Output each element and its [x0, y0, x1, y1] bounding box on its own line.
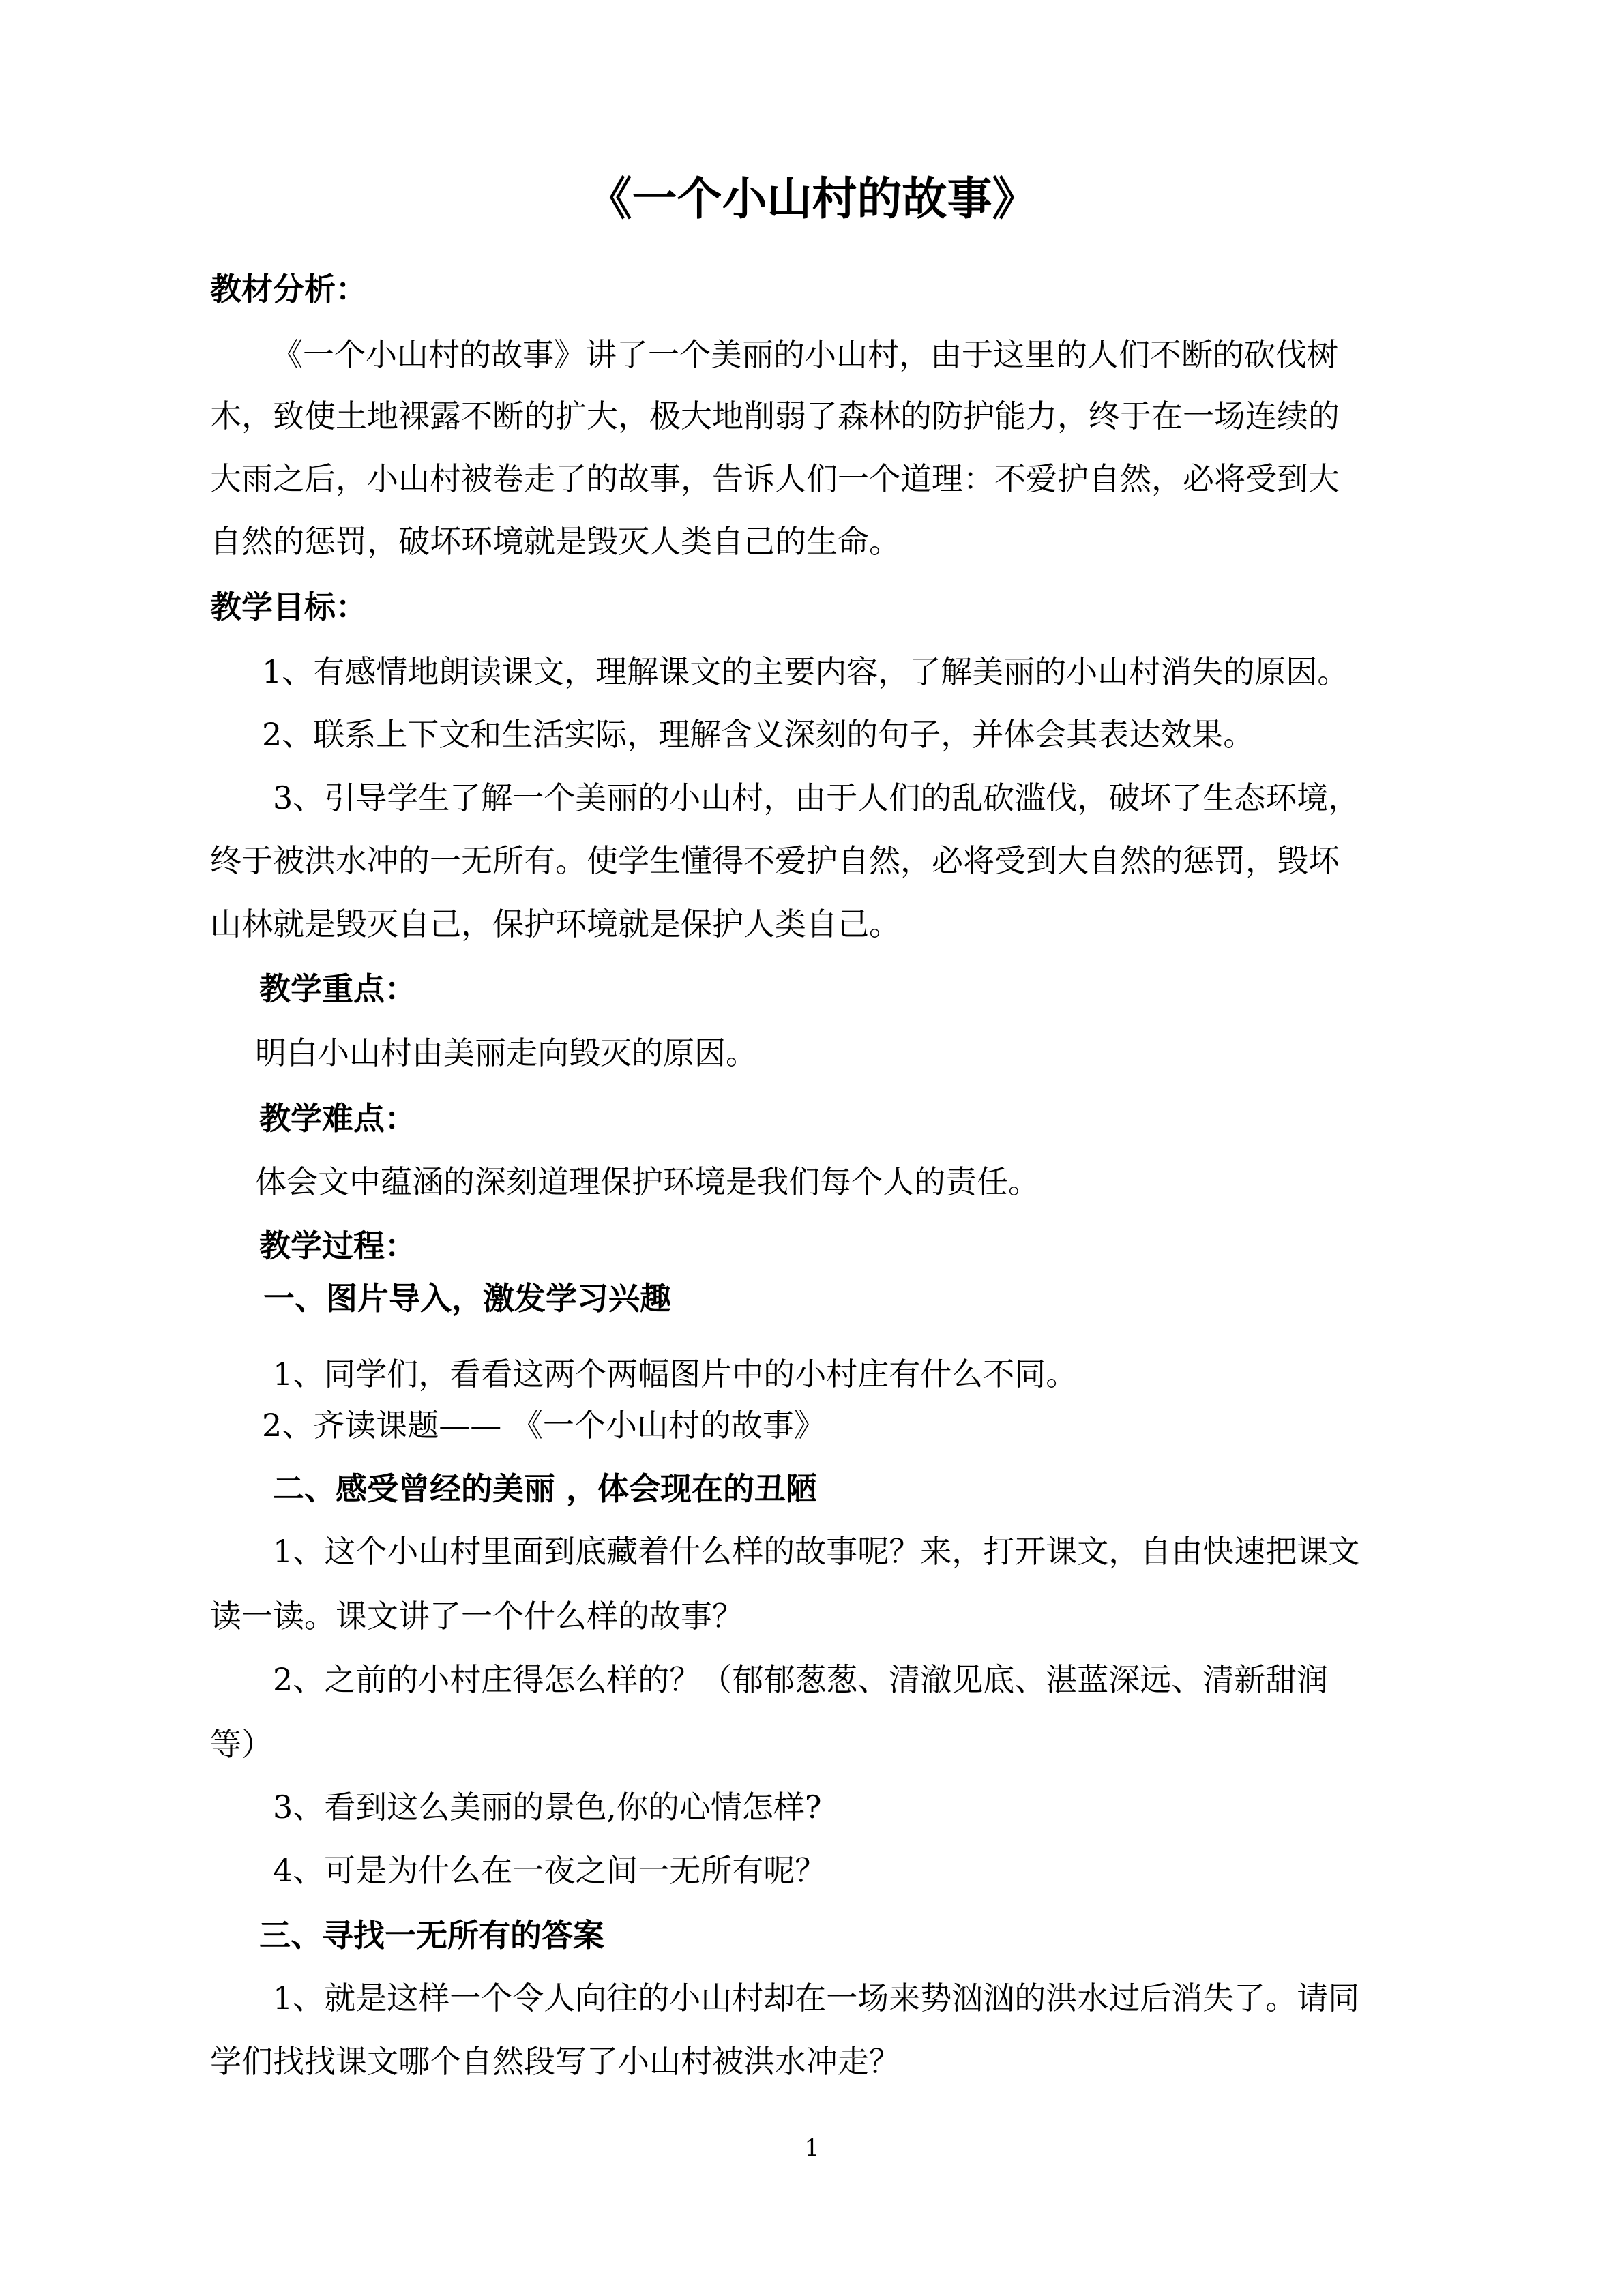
- goal-item-line: 3、引导学生了解一个美丽的小山村，由于人们的乱砍滥伐，破坏了生态环境，: [273, 779, 1360, 816]
- part2-item: 3、看到这么美丽的景色,你的心情怎样?: [273, 1789, 822, 1825]
- page-title: 《一个小山村的故事》: [587, 173, 1037, 225]
- key-heading: 教学重点：: [259, 970, 416, 1007]
- part3-item-line: 学们找找课文哪个自然段写了小山村被洪水冲走？: [210, 2043, 900, 2080]
- analysis-line: 《一个小山村的故事》讲了一个美丽的小山村，由于这里的人们不断的砍伐树: [271, 336, 1338, 373]
- part2-item-line: 2、之前的小村庄得怎么样的？（郁郁葱葱、清澈见底、湛蓝深远、清新甜润: [273, 1661, 1329, 1698]
- goal-item: 2、联系上下文和生活实际，理解含义深刻的句子，并体会其表达效果。: [262, 716, 1255, 753]
- part2-item-line: 读一读。课文讲了一个什么样的故事？: [210, 1598, 743, 1635]
- part2-item: 4、可是为什么在一夜之间一无所有呢？: [273, 1852, 827, 1889]
- part2-item-line: 1、这个小山村里面到底藏着什么样的故事呢？来，打开课文，自由快速把课文: [273, 1533, 1360, 1570]
- process-heading: 教学过程：: [259, 1227, 416, 1264]
- difficulty-heading: 教学难点：: [259, 1100, 416, 1137]
- part3-heading: 三、寻找一无所有的答案: [259, 1917, 604, 1954]
- part3-item-line: 1、就是这样一个令人向往的小山村却在一场来势汹汹的洪水过后消失了。请同: [273, 1980, 1360, 2016]
- part2-item-line: 等）: [210, 1726, 273, 1763]
- analysis-heading: 教材分析：: [210, 271, 367, 308]
- page-number: 1: [804, 2134, 820, 2162]
- goals-heading: 教学目标：: [210, 588, 367, 625]
- part1-item: 1、同学们，看看这两个两幅图片中的小村庄有什么不同。: [273, 1356, 1078, 1392]
- analysis-line: 自然的惩罚，破坏环境就是毁灭人类自己的生命。: [210, 523, 900, 560]
- difficulty-text: 体会文中蕴涵的深刻道理保护环境是我们每个人的责任。: [255, 1163, 1039, 1200]
- analysis-line: 大雨之后，小山村被卷走了的故事，告诉人们一个道理：不爱护自然，必将受到大: [210, 460, 1340, 497]
- analysis-line: 木，致使土地裸露不断的扩大，极大地削弱了森林的防护能力，终于在一场连续的: [210, 398, 1340, 434]
- key-text: 明白小山村由美丽走向毁灭的原因。: [255, 1034, 757, 1071]
- goal-item-line: 终于被洪水冲的一无所有。使学生懂得不爱护自然，必将受到大自然的惩罚，毁坏: [210, 842, 1340, 879]
- part2-heading: 二、感受曾经的美丽 ，体会现在的丑陋: [273, 1470, 818, 1507]
- goal-item-line: 山林就是毁灭自己，保护环境就是保护人类自己。: [210, 906, 900, 942]
- part1-heading: 一、图片导入，激发学习兴趣: [263, 1280, 671, 1317]
- goal-item: 1、有感情地朗读课文，理解课文的主要内容，了解美丽的小山村消失的原因。: [262, 653, 1349, 690]
- part1-item: 2、齐读课题—— 《一个小山村的故事》: [262, 1407, 825, 1444]
